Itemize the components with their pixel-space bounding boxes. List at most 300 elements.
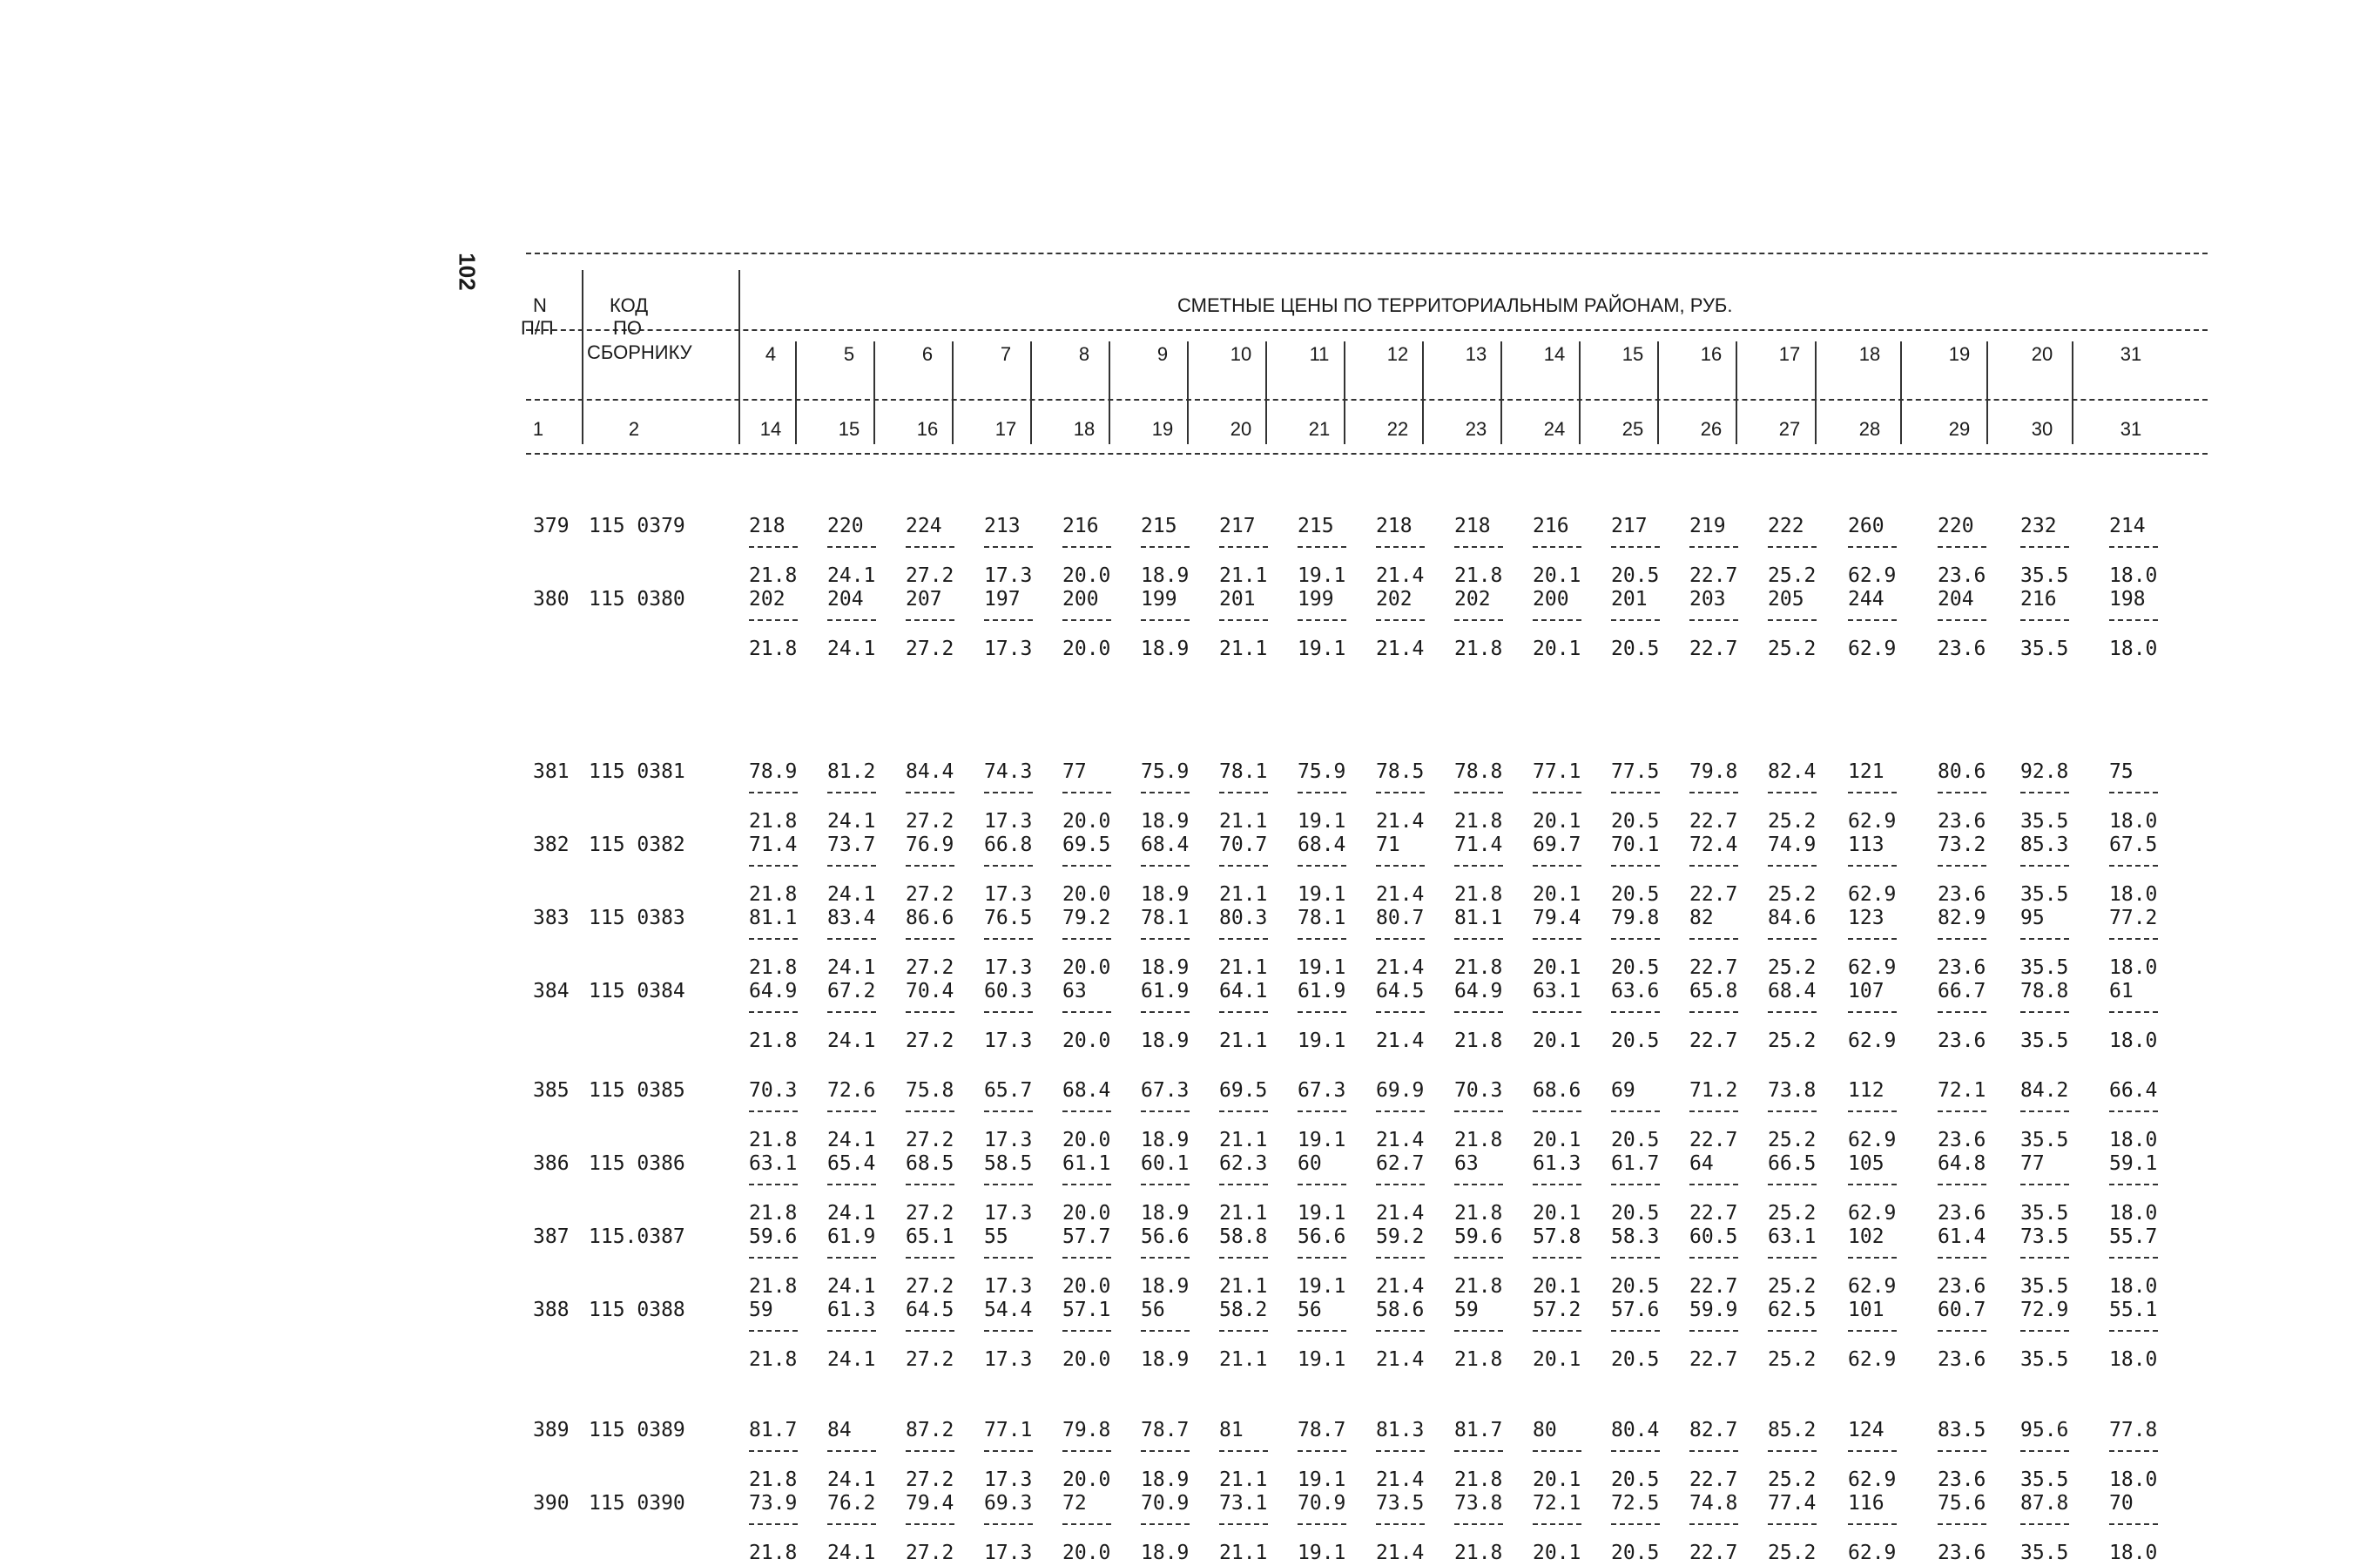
fraction-line	[1768, 546, 1817, 548]
fraction-line	[1062, 1330, 1111, 1332]
fraction-line	[1376, 619, 1425, 621]
index-cell: 20.1	[1533, 564, 1581, 587]
fraction-line	[2109, 1523, 2158, 1525]
price-cell: 73.5	[2020, 1225, 2069, 1248]
fraction-line	[1141, 938, 1190, 940]
header-col-code-sub2: СБОРНИКУ	[587, 341, 692, 363]
header-title: СМЕТНЫЕ ЦЕНЫ ПО ТЕРРИТОРИАЛЬНЫМ РАЙОНАМ, РУБ.	[1177, 294, 1733, 316]
index-cell: 35.5	[2020, 883, 2069, 906]
price-cell: 217	[1219, 515, 1256, 537]
fraction-line	[984, 792, 1033, 793]
header-separator	[2072, 341, 2073, 444]
header-region-number: 10	[1230, 343, 1252, 365]
index-cell: 21.1	[1219, 1275, 1268, 1298]
index-cell: 27.2	[906, 1468, 954, 1491]
index-cell: 21.1	[1219, 1468, 1268, 1491]
fraction-line	[827, 1257, 876, 1259]
price-cell: 70.1	[1611, 834, 1660, 856]
fraction-line	[1141, 619, 1190, 621]
fraction-line	[1219, 546, 1268, 548]
price-cell: 66.7	[1938, 980, 1986, 1002]
fraction-line	[1848, 1523, 1897, 1525]
fraction-line	[1848, 938, 1897, 940]
header-column-index: 27	[1778, 418, 1801, 440]
fraction-line	[1298, 1110, 1346, 1112]
index-cell: 24.1	[827, 564, 876, 587]
index-cell: 24.1	[827, 1202, 876, 1225]
header-region-number: 17	[1778, 343, 1801, 365]
header-column-index: 28	[1858, 418, 1881, 440]
price-cell: 64.9	[749, 980, 798, 1002]
fraction-line	[1848, 865, 1897, 867]
header-separator	[1500, 341, 1502, 444]
price-cell: 216	[1062, 515, 1099, 537]
fraction-line	[2020, 1184, 2069, 1185]
price-cell: 95	[2020, 907, 2045, 929]
fraction-line	[1611, 546, 1660, 548]
price-cell: 59.6	[749, 1225, 798, 1248]
header-column-index: 23	[1465, 418, 1487, 440]
header-rule	[526, 253, 2208, 254]
fraction-line	[906, 1184, 954, 1185]
fraction-line	[1062, 938, 1111, 940]
fraction-line	[984, 1110, 1033, 1112]
fraction-line	[1141, 1110, 1190, 1112]
price-cell: 56.6	[1141, 1225, 1190, 1248]
fraction-line	[1298, 1330, 1346, 1332]
price-cell: 77.8	[2109, 1419, 2158, 1441]
price-cell: 78.9	[749, 760, 798, 783]
fraction-line	[1298, 1184, 1346, 1185]
price-cell: 79.8	[1611, 907, 1660, 929]
price-cell: 64.5	[1376, 980, 1425, 1002]
fraction-line	[749, 1523, 798, 1525]
price-cell: 56.6	[1298, 1225, 1346, 1248]
index-cell: 21.8	[1454, 1348, 1503, 1371]
price-cell: 222	[1768, 515, 1804, 537]
index-cell: 20.1	[1533, 1029, 1581, 1052]
price-cell: 77	[2020, 1152, 2045, 1175]
price-cell: 215	[1141, 515, 1177, 537]
index-cell: 23.6	[1938, 1275, 1986, 1298]
index-cell: 23.6	[1938, 883, 1986, 906]
price-cell: 59.2	[1376, 1225, 1425, 1248]
index-cell: 18.9	[1141, 1029, 1190, 1052]
index-cell: 18.0	[2109, 1202, 2158, 1225]
index-cell: 24.1	[827, 810, 876, 833]
index-cell: 22.7	[1689, 1468, 1738, 1491]
row-number: 383	[533, 907, 570, 929]
price-cell: 81.1	[749, 907, 798, 929]
price-cell: 213	[984, 515, 1021, 537]
fraction-line	[1768, 1184, 1817, 1185]
fraction-line	[2109, 865, 2158, 867]
price-cell: 216	[2020, 588, 2057, 611]
index-cell: 19.1	[1298, 1468, 1346, 1491]
fraction-line	[827, 1450, 876, 1452]
index-cell: 22.7	[1689, 1129, 1738, 1151]
header-rule	[526, 399, 2208, 401]
price-cell: 207	[906, 588, 942, 611]
index-cell: 21.8	[749, 1029, 798, 1052]
header-col-code-sub: ПО	[613, 317, 642, 339]
index-cell: 25.2	[1768, 1348, 1817, 1371]
price-cell: 61.4	[1938, 1225, 1986, 1248]
price-cell: 69	[1611, 1079, 1635, 1102]
price-cell: 60.7	[1938, 1299, 1986, 1321]
price-cell: 71	[1376, 834, 1400, 856]
fraction-line	[2109, 1011, 2158, 1013]
price-cell: 68.5	[906, 1152, 954, 1175]
row-number: 380	[533, 588, 570, 611]
index-cell: 23.6	[1938, 1029, 1986, 1052]
price-cell: 72	[1062, 1492, 1087, 1515]
price-cell: 205	[1768, 588, 1804, 611]
index-cell: 21.4	[1376, 810, 1425, 833]
index-cell: 20.5	[1611, 810, 1660, 833]
index-cell: 23.6	[1938, 638, 1986, 660]
price-cell: 85.3	[2020, 834, 2069, 856]
fraction-line	[2020, 938, 2069, 940]
index-cell: 21.4	[1376, 956, 1425, 979]
header-column-index: 24	[1543, 418, 1566, 440]
index-cell: 20.1	[1533, 883, 1581, 906]
header-separator	[1422, 341, 1424, 444]
index-cell: 17.3	[984, 1202, 1033, 1225]
row-code: 115 0381	[589, 760, 685, 783]
index-cell: 35.5	[2020, 1542, 2069, 1564]
price-cell: 62.5	[1768, 1299, 1817, 1321]
index-cell: 18.9	[1141, 956, 1190, 979]
fraction-line	[1611, 865, 1660, 867]
fraction-line	[1219, 1523, 1268, 1525]
price-cell: 80.3	[1219, 907, 1268, 929]
price-cell: 81	[1219, 1419, 1244, 1441]
fraction-line	[749, 938, 798, 940]
fraction-line	[749, 1330, 798, 1332]
row-number: 388	[533, 1299, 570, 1321]
fraction-line	[1938, 1184, 1986, 1185]
index-cell: 18.9	[1141, 1542, 1190, 1564]
fraction-line	[1298, 865, 1346, 867]
index-cell: 17.3	[984, 956, 1033, 979]
index-cell: 62.9	[1848, 564, 1897, 587]
index-cell: 20.5	[1611, 1542, 1660, 1564]
index-cell: 17.3	[984, 638, 1033, 660]
price-cell: 67.3	[1298, 1079, 1346, 1102]
index-cell: 35.5	[2020, 564, 2069, 587]
header-separator	[952, 341, 954, 444]
fraction-line	[1376, 1184, 1425, 1185]
price-cell: 69.3	[984, 1492, 1033, 1515]
header-column-index: 18	[1073, 418, 1096, 440]
fraction-line	[1454, 792, 1503, 793]
fraction-line	[1768, 1523, 1817, 1525]
header-column-index: 14	[759, 418, 782, 440]
price-cell: 69.7	[1533, 834, 1581, 856]
fraction-line	[1376, 1110, 1425, 1112]
fraction-line	[1298, 546, 1346, 548]
fraction-line	[1533, 1257, 1581, 1259]
price-cell: 75.8	[906, 1079, 954, 1102]
index-cell: 19.1	[1298, 1348, 1346, 1371]
fraction-line	[749, 865, 798, 867]
price-cell: 59	[749, 1299, 773, 1321]
fraction-line	[1454, 1330, 1503, 1332]
fraction-line	[1376, 1450, 1425, 1452]
index-cell: 18.9	[1141, 564, 1190, 587]
index-cell: 20.1	[1533, 810, 1581, 833]
index-cell: 21.8	[749, 1202, 798, 1225]
fraction-line	[1298, 1011, 1346, 1013]
index-cell: 21.1	[1219, 638, 1268, 660]
price-cell: 84	[827, 1419, 852, 1441]
price-cell: 78.1	[1141, 907, 1190, 929]
fraction-line	[1938, 1011, 1986, 1013]
index-cell: 21.8	[1454, 1275, 1503, 1298]
fraction-line	[749, 546, 798, 548]
header-region-number: 12	[1386, 343, 1409, 365]
index-cell: 25.2	[1768, 1029, 1817, 1052]
fraction-line	[2020, 792, 2069, 793]
fraction-line	[1376, 792, 1425, 793]
price-cell: 197	[984, 588, 1021, 611]
index-cell: 35.5	[2020, 1202, 2069, 1225]
fraction-line	[1454, 1184, 1503, 1185]
price-cell: 69.5	[1219, 1079, 1268, 1102]
row-code: 115 0382	[589, 834, 685, 856]
index-cell: 20.5	[1611, 1029, 1660, 1052]
price-cell: 73.2	[1938, 834, 1986, 856]
index-cell: 22.7	[1689, 810, 1738, 833]
header-separator	[1579, 341, 1581, 444]
price-cell: 77.4	[1768, 1492, 1817, 1515]
price-cell: 67.2	[827, 980, 876, 1002]
index-cell: 20.5	[1611, 956, 1660, 979]
price-cell: 76.5	[984, 907, 1033, 929]
index-cell: 27.2	[906, 810, 954, 833]
index-cell: 18.9	[1141, 810, 1190, 833]
price-cell: 78.1	[1219, 760, 1268, 783]
index-cell: 22.7	[1689, 564, 1738, 587]
fraction-line	[1938, 865, 1986, 867]
index-cell: 20.1	[1533, 956, 1581, 979]
header-column-index: 25	[1622, 418, 1644, 440]
index-cell: 21.1	[1219, 1129, 1268, 1151]
fraction-line	[1611, 1450, 1660, 1452]
price-cell: 57.6	[1611, 1299, 1660, 1321]
index-cell: 21.1	[1219, 564, 1268, 587]
fraction-line	[1533, 619, 1581, 621]
fraction-line	[906, 619, 954, 621]
price-cell: 67.5	[2109, 834, 2158, 856]
fraction-line	[1141, 1523, 1190, 1525]
price-cell: 219	[1689, 515, 1726, 537]
index-cell: 21.4	[1376, 1348, 1425, 1371]
fraction-line	[2020, 1330, 2069, 1332]
price-cell: 61.7	[1611, 1152, 1660, 1175]
index-cell: 21.4	[1376, 883, 1425, 906]
fraction-line	[906, 865, 954, 867]
fraction-line	[1533, 1184, 1581, 1185]
fraction-line	[1141, 792, 1190, 793]
price-cell: 65.4	[827, 1152, 876, 1175]
fraction-line	[2020, 865, 2069, 867]
fraction-line	[1848, 1110, 1897, 1112]
fraction-line	[984, 1184, 1033, 1185]
fraction-line	[1768, 792, 1817, 793]
index-cell: 27.2	[906, 1129, 954, 1151]
index-cell: 21.8	[749, 1348, 798, 1371]
index-cell: 62.9	[1848, 1468, 1897, 1491]
price-cell: 202	[1454, 588, 1491, 611]
index-cell: 21.8	[749, 810, 798, 833]
price-cell: 79.4	[906, 1492, 954, 1515]
fraction-line	[1219, 1450, 1268, 1452]
index-cell: 23.6	[1938, 564, 1986, 587]
fraction-line	[1298, 1450, 1346, 1452]
fraction-line	[1376, 1011, 1425, 1013]
price-cell: 121	[1848, 760, 1884, 783]
fraction-line	[1768, 1257, 1817, 1259]
fraction-line	[1938, 1257, 1986, 1259]
index-cell: 17.3	[984, 1275, 1033, 1298]
fraction-line	[984, 1257, 1033, 1259]
index-cell: 21.4	[1376, 1029, 1425, 1052]
price-cell: 95.6	[2020, 1419, 2069, 1441]
price-cell: 58.5	[984, 1152, 1033, 1175]
price-cell: 59.9	[1689, 1299, 1738, 1321]
fraction-line	[1219, 1330, 1268, 1332]
header-col-n: N	[533, 294, 547, 316]
index-cell: 25.2	[1768, 810, 1817, 833]
index-cell: 62.9	[1848, 638, 1897, 660]
fraction-line	[1689, 792, 1738, 793]
fraction-line	[984, 938, 1033, 940]
row-code: 115.0387	[589, 1225, 685, 1248]
price-cell: 81.7	[749, 1419, 798, 1441]
fraction-line	[1533, 792, 1581, 793]
fraction-line	[1376, 938, 1425, 940]
index-cell: 27.2	[906, 883, 954, 906]
header-separator	[1030, 341, 1032, 444]
fraction-line	[1219, 1011, 1268, 1013]
index-cell: 25.2	[1768, 883, 1817, 906]
fraction-line	[1141, 1330, 1190, 1332]
price-cell: 74.8	[1689, 1492, 1738, 1515]
index-cell: 25.2	[1768, 1275, 1817, 1298]
index-cell: 23.6	[1938, 1348, 1986, 1371]
price-cell: 70	[2109, 1492, 2134, 1515]
header-column-index: 30	[2031, 418, 2053, 440]
index-cell: 21.8	[1454, 1202, 1503, 1225]
price-cell: 60.5	[1689, 1225, 1738, 1248]
price-cell: 76.2	[827, 1492, 876, 1515]
fraction-line	[2109, 938, 2158, 940]
price-cell: 65.1	[906, 1225, 954, 1248]
price-cell: 82.9	[1938, 907, 1986, 929]
index-cell: 21.8	[1454, 956, 1503, 979]
row-code: 115 0383	[589, 907, 685, 929]
fraction-line	[1533, 1110, 1581, 1112]
fraction-line	[1611, 1184, 1660, 1185]
index-cell: 20.1	[1533, 1468, 1581, 1491]
price-cell: 80	[1533, 1419, 1557, 1441]
header-column-index: 20	[1230, 418, 1252, 440]
fraction-line	[984, 546, 1033, 548]
index-cell: 27.2	[906, 638, 954, 660]
price-cell: 61.1	[1062, 1152, 1111, 1175]
fraction-line	[1298, 938, 1346, 940]
fraction-line	[1689, 1450, 1738, 1452]
fraction-line	[1768, 938, 1817, 940]
fraction-line	[1611, 1110, 1660, 1112]
price-cell: 72.4	[1689, 834, 1738, 856]
index-cell: 27.2	[906, 564, 954, 587]
index-cell: 21.8	[1454, 883, 1503, 906]
fraction-line	[984, 1011, 1033, 1013]
price-cell: 214	[2109, 515, 2146, 537]
price-cell: 77.1	[1533, 760, 1581, 783]
fraction-line	[1938, 619, 1986, 621]
index-cell: 17.3	[984, 883, 1033, 906]
price-cell: 79.4	[1533, 907, 1581, 929]
price-cell: 84.6	[1768, 907, 1817, 929]
price-cell: 203	[1689, 588, 1726, 611]
index-cell: 18.9	[1141, 638, 1190, 660]
fraction-line	[827, 1523, 876, 1525]
index-cell: 18.0	[2109, 883, 2158, 906]
price-cell: 216	[1533, 515, 1569, 537]
price-cell: 54.4	[984, 1299, 1033, 1321]
fraction-line	[827, 546, 876, 548]
index-cell: 19.1	[1298, 1202, 1346, 1225]
price-cell: 73.9	[749, 1492, 798, 1515]
header-separator	[795, 341, 797, 444]
header-col-code: КОД	[610, 294, 649, 316]
fraction-line	[1062, 865, 1111, 867]
index-cell: 21.8	[749, 956, 798, 979]
fraction-line	[1689, 1110, 1738, 1112]
index-cell: 20.1	[1533, 1542, 1581, 1564]
header-region-number: 6	[921, 343, 934, 365]
price-cell: 58.8	[1219, 1225, 1268, 1248]
price-cell: 61.9	[1298, 980, 1346, 1002]
header-column-index: 21	[1308, 418, 1331, 440]
fraction-line	[1062, 619, 1111, 621]
price-cell: 62.7	[1376, 1152, 1425, 1175]
fraction-line	[827, 1330, 876, 1332]
price-cell: 82.7	[1689, 1419, 1738, 1441]
index-cell: 35.5	[2020, 1029, 2069, 1052]
fraction-line	[1376, 1330, 1425, 1332]
index-cell: 22.7	[1689, 883, 1738, 906]
fraction-line	[1062, 1110, 1111, 1112]
fraction-line	[1533, 546, 1581, 548]
fraction-line	[1689, 1257, 1738, 1259]
header-region-number: 18	[1858, 343, 1881, 365]
index-cell: 21.8	[1454, 1542, 1503, 1564]
fraction-line	[1768, 1330, 1817, 1332]
index-cell: 22.7	[1689, 1542, 1738, 1564]
header-separator	[1187, 341, 1189, 444]
index-cell: 27.2	[906, 1202, 954, 1225]
price-cell: 64.1	[1219, 980, 1268, 1002]
fraction-line	[1141, 546, 1190, 548]
price-cell: 63	[1062, 980, 1087, 1002]
price-cell: 62.3	[1219, 1152, 1268, 1175]
index-cell: 24.1	[827, 1129, 876, 1151]
